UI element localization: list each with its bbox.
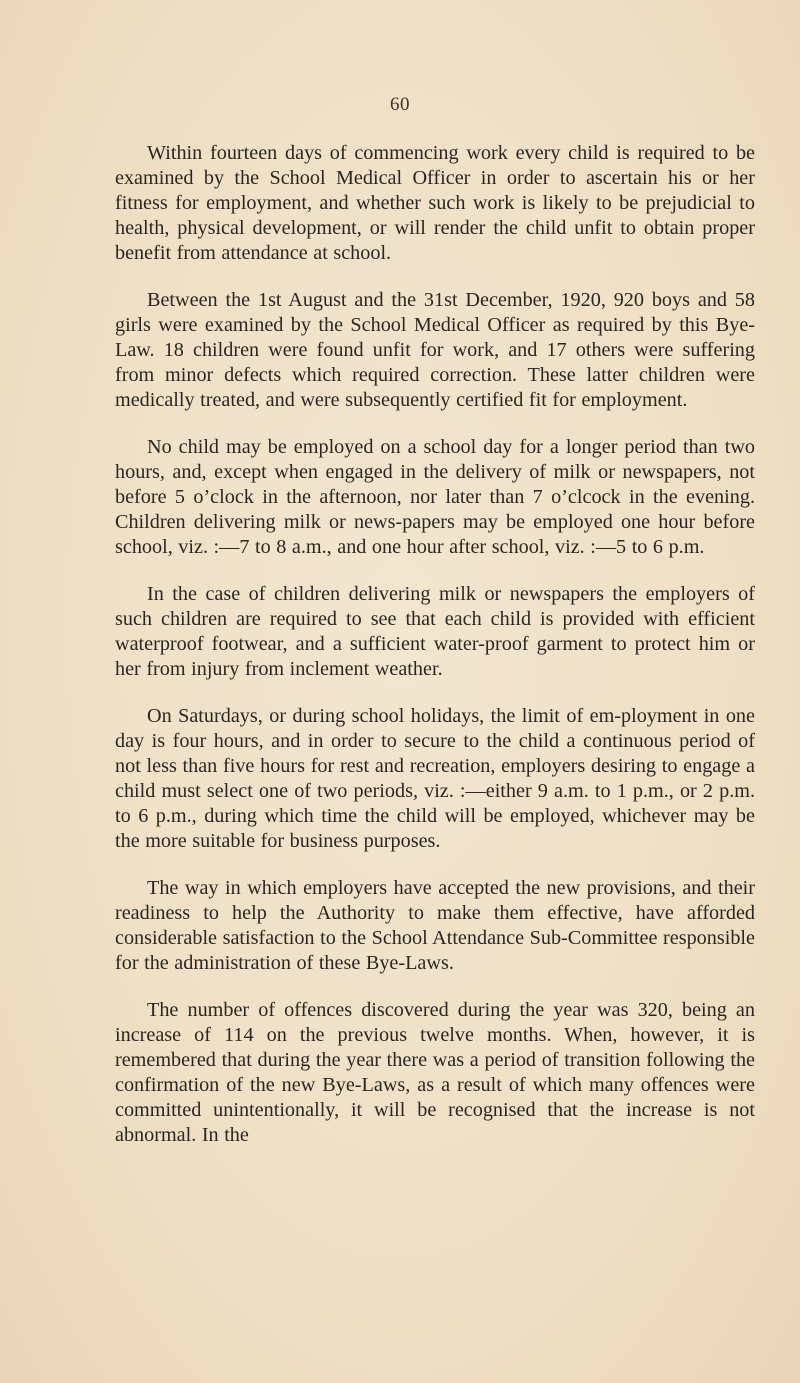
paragraph-school-day-hours: No child may be employed on a school day for a longer period than two hours, and, except when engaged in the delivery of milk or newspapers, not before 5 o’clock in the afternoon, nor later than 7 o’clcock in the evening. Children delivering milk or news-papers may be employed one hour before school, viz. :—7 to 8 a.m., and one hour after school, viz. :—5 to 6 p.m. <box>115 436 755 558</box>
paragraph-employer-acceptance: The way in which employers have accepted the new provisions, and their readiness to help the Authority to make them effective, have afforded considerable satisfaction to the School Attendance Sub-Committee responsible for the administration of these Bye-Laws. <box>115 877 755 974</box>
paragraph-examination-statistics: Between the 1st August and the 31st December, 1920, 920 boys and 58 girls were examined by the School Medical Officer as required by this Bye-Law. 18 children were found unfit for work, and 17 others were suffering from minor defects which required correction. These latter children were medically treated, and were subsequently certified fit for employment. <box>115 289 755 411</box>
body-text <box>115 141 755 1170</box>
paragraph-saturday-holiday-hours: On Saturdays, or during school holidays, the limit of em-ployment in one day is four hours, and in order to secure to the child a continuous period of not less than five hours for rest and recreation, employers desiring to engage a child must select one of two periods, viz. :—either 9 a.m. to 1 p.m., or 2 p.m. to 6 p.m., during which time the child will be employed, whichever may be the more suitable for business purposes. <box>115 705 755 852</box>
page-number: 60 <box>390 94 410 115</box>
paragraph-offences: The number of offences discovered during the year was 320, being an increase of 114 on the previous twelve months. When, however, it is remembered that during the year there was a period of transition following the confirmation of the new Bye-Laws, as a result of which many offences were committed unintentionally, it will be recognised that the increase is not abnormal. In the <box>115 999 755 1146</box>
paragraph-waterproof-clothing: In the case of children delivering milk or newspapers the employers of such children are required to see that each child is provided with efficient waterproof footwear, and a sufficient water-proof garment to protect him or her from injury from inclement weather. <box>115 583 755 680</box>
paragraph-medical-examination: Within fourteen days of commencing work every child is required to be examined by the School Medical Officer in order to ascertain his or her fitness for employment, and whether such work is likely to be prejudicial to health, physical development, or will render the child unfit to obtain proper benefit from attendance at school. <box>115 142 755 264</box>
